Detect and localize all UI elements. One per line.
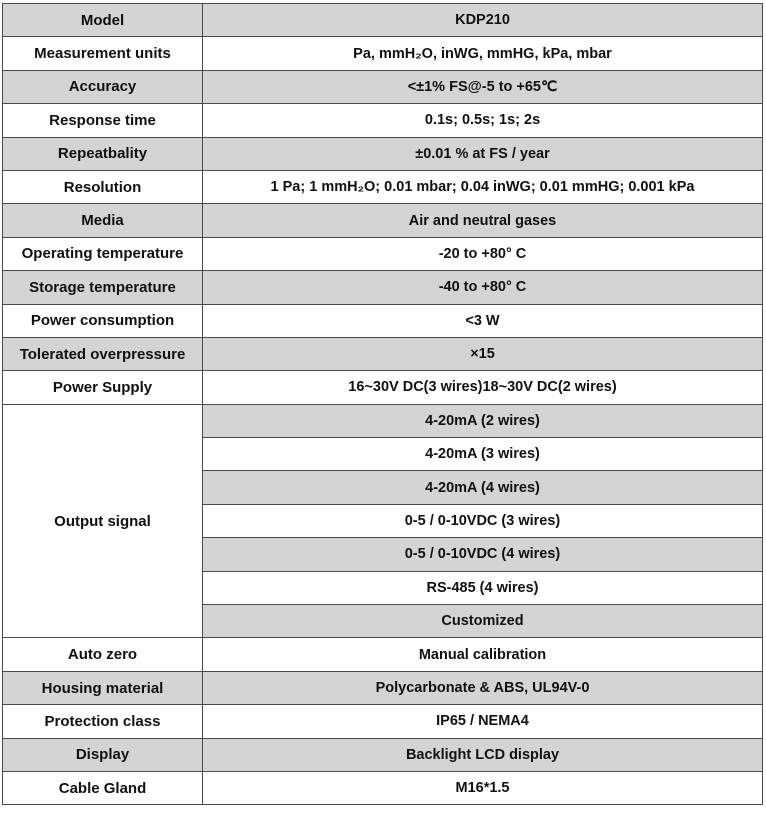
display-value: Backlight LCD display: [203, 738, 763, 771]
operating-temperature-value: -20 to +80° C: [203, 237, 763, 270]
protection-class-value: IP65 / NEMA4: [203, 705, 763, 738]
row-auto-zero: [3, 638, 763, 671]
measurement-units-label: Measurement units: [3, 37, 203, 70]
housing-material-value: Polycarbonate & ABS, UL94V-0: [203, 671, 763, 704]
output-signal-option: 0-5 / 0-10VDC (3 wires): [203, 504, 763, 537]
output-signal-option: 4-20mA (2 wires): [203, 404, 763, 437]
cable-gland-value: M16*1.5: [203, 771, 763, 804]
accuracy-value: <±1% FS@-5 to +65℃: [203, 70, 763, 103]
tolerated-overpressure-value: ×15: [203, 337, 763, 370]
power-supply-label: Power Supply: [3, 371, 203, 404]
output-signal-label: Output signal: [3, 404, 203, 638]
row-power-consumption: [3, 304, 763, 337]
display-label: Display: [3, 738, 203, 771]
repeatability-value: ±0.01 % at FS / year: [203, 137, 763, 170]
row-repeatability: [3, 137, 763, 170]
model-value: KDP210: [203, 4, 763, 37]
power-supply-value: 16~30V DC(3 wires)18~30V DC(2 wires): [203, 371, 763, 404]
model-label: Model: [3, 4, 203, 37]
row-storage-temperature: [3, 271, 763, 304]
housing-material-label: Housing material: [3, 671, 203, 704]
repeatability-label: Repeatbality: [3, 137, 203, 170]
storage-temperature-value: -40 to +80° C: [203, 271, 763, 304]
auto-zero-value: Manual calibration: [203, 638, 763, 671]
media-value: Air and neutral gases: [203, 204, 763, 237]
output-signal-option: 4-20mA (4 wires): [203, 471, 763, 504]
storage-temperature-label: Storage temperature: [3, 271, 203, 304]
response-time-label: Response time: [3, 104, 203, 137]
output-signal-option: 0-5 / 0-10VDC (4 wires): [203, 538, 763, 571]
row-media: [3, 204, 763, 237]
row-resolution: [3, 170, 763, 203]
row-display: [3, 738, 763, 771]
tolerated-overpressure-label: Tolerated overpressure: [3, 337, 203, 370]
row-operating-temperature: [3, 237, 763, 270]
row-measurement-units: [3, 37, 763, 70]
response-time-value: 0.1s; 0.5s; 1s; 2s: [203, 104, 763, 137]
row-response-time: [3, 104, 763, 137]
cable-gland-label: Cable Gland: [3, 771, 203, 804]
row-accuracy: [3, 70, 763, 103]
power-consumption-label: Power consumption: [3, 304, 203, 337]
measurement-units-value: Pa, mmH₂O, inWG, mmHG, kPa, mbar: [203, 37, 763, 70]
power-consumption-value: <3 W: [203, 304, 763, 337]
accuracy-label: Accuracy: [3, 70, 203, 103]
operating-temperature-label: Operating temperature: [3, 237, 203, 270]
row-tolerated-overpressure: [3, 337, 763, 370]
row-cable-gland: [3, 771, 763, 804]
row-protection-class: [3, 705, 763, 738]
spec-table: [2, 3, 763, 805]
resolution-value: 1 Pa; 1 mmH₂O; 0.01 mbar; 0.04 inWG; 0.01 mmHG; 0.001 kPa: [203, 170, 763, 203]
row-housing-material: [3, 671, 763, 704]
output-signal-option: Customized: [203, 605, 763, 638]
protection-class-label: Protection class: [3, 705, 203, 738]
row-model: [3, 4, 763, 37]
auto-zero-label: Auto zero: [3, 638, 203, 671]
resolution-label: Resolution: [3, 170, 203, 203]
output-signal-option: RS-485 (4 wires): [203, 571, 763, 604]
row-output-signal: [3, 404, 763, 437]
output-signal-option: 4-20mA (3 wires): [203, 438, 763, 471]
row-power-supply: [3, 371, 763, 404]
media-label: Media: [3, 204, 203, 237]
